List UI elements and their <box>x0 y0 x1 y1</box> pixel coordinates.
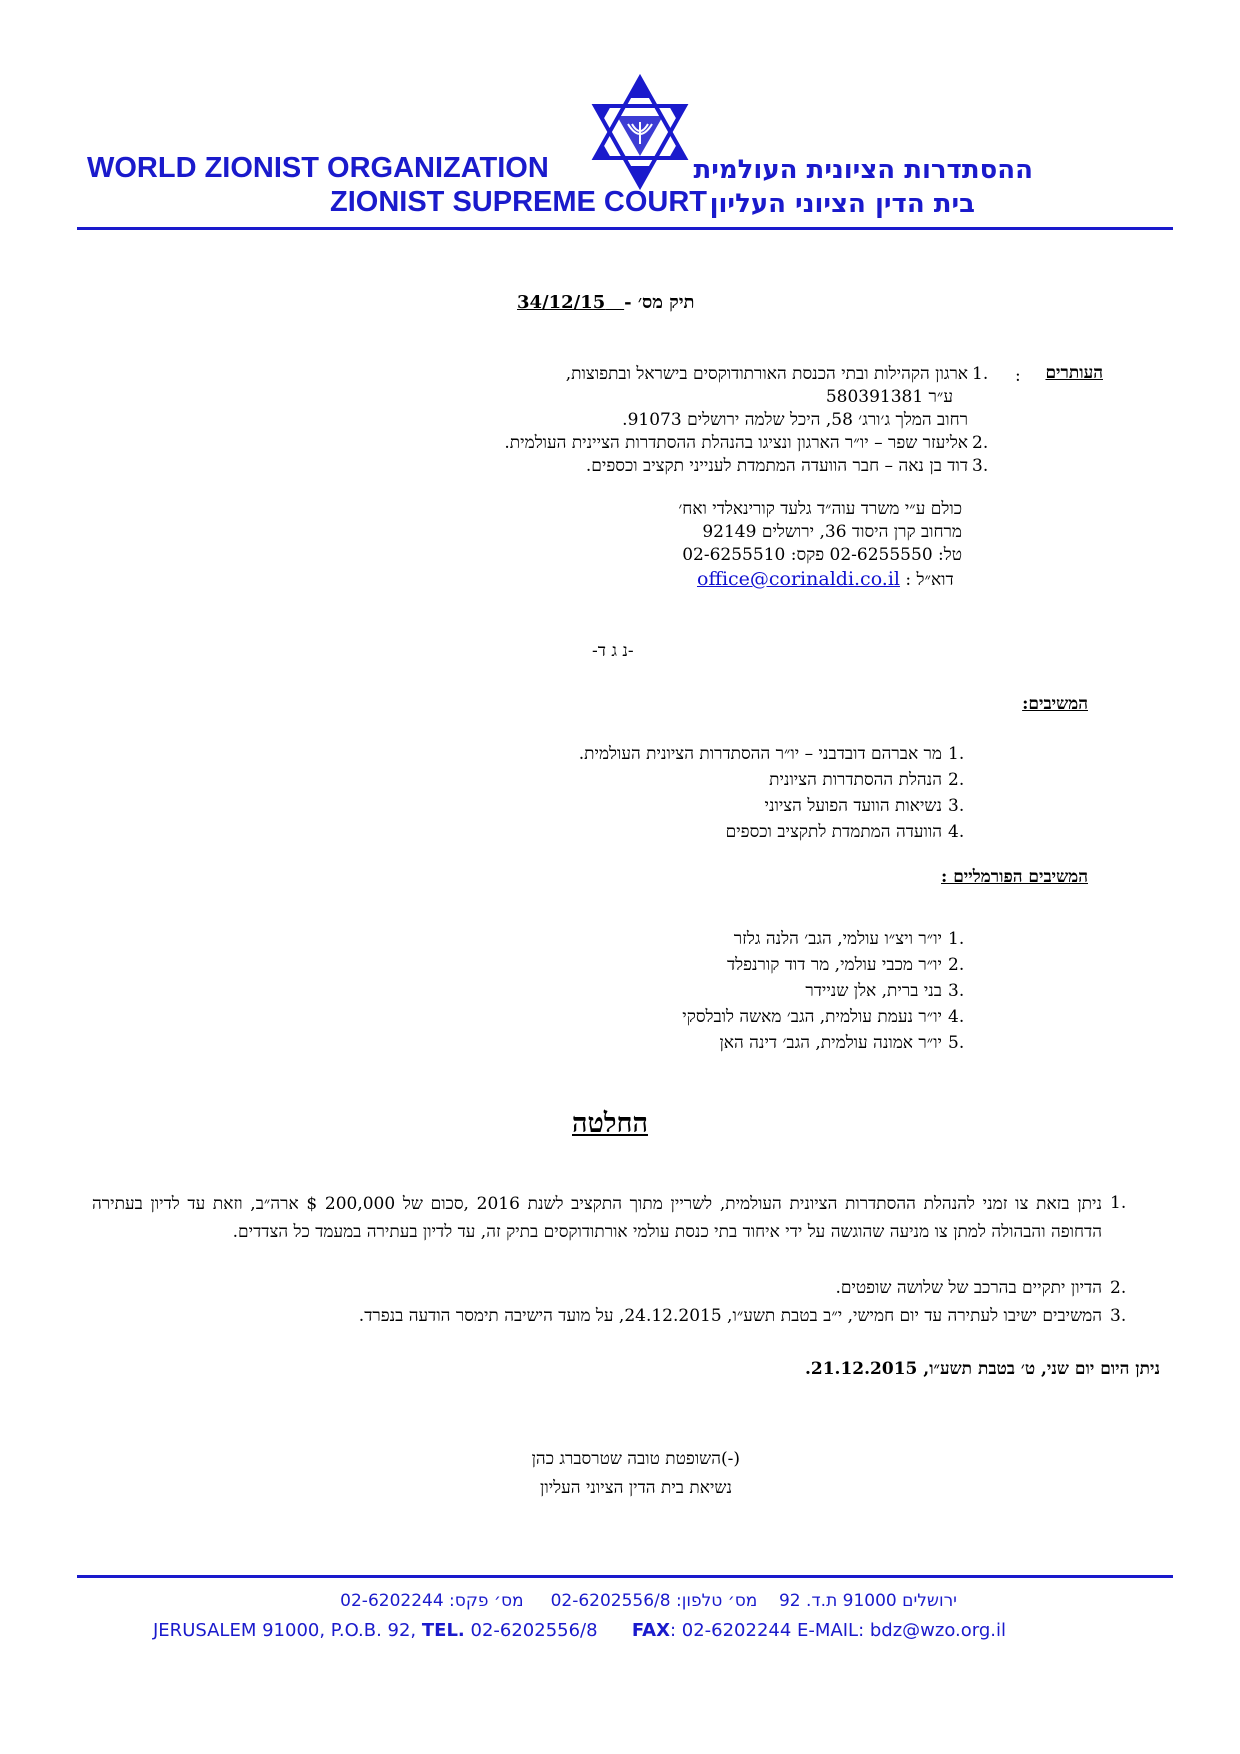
formal-respondent-1-text: יו״ר ויצ״ו עולמי, הגב׳ הלנה גלזר <box>733 929 942 949</box>
formal-respondent-4-text: יו״ר נעמת עולמית, הגב׳ מאשה לובלסקי <box>682 1007 942 1027</box>
logo-emblem <box>585 72 695 192</box>
star-of-david-menorah-icon <box>585 72 695 192</box>
footer-en-fax-label: FAX <box>631 1620 670 1641</box>
formal-respondent-1-num: 1. <box>948 929 965 949</box>
court-name-en: ZIONIST SUPREME COURT <box>330 186 708 218</box>
petitioner-1-line-3: רחוב המלך ג׳ורג׳ 58, היכל שלמה ירושלים 91073. <box>622 410 968 430</box>
case-label: תיק מס׳ - <box>624 292 695 313</box>
footer-he: ירושלים 91000 ת.ד. 92 מס׳ טלפון: 02-6202556/8 מס׳ פקס: 02-6202244 <box>340 1591 957 1611</box>
petitioner-3-text: דוד בן נאה – חבר הוועדה המתמדת לענייני תקציב וכספים. <box>585 456 968 476</box>
counsel-email-label: דוא״ל : <box>905 570 954 590</box>
decision-3-text: המשיבים ישיבו לעתירה עד יום חמישי, י״ב בטבת תשע״ו, 24.12.2015, על מועד הישיבה תימסר הודעה בנפרד. <box>358 1306 1102 1326</box>
org-name-en: WORLD ZIONIST ORGANIZATION <box>87 152 549 184</box>
decision-1-num: 1. <box>1110 1193 1127 1213</box>
decision-title: החלטה <box>572 1108 648 1139</box>
counsel-line-1: כולם ע״י משרד עוה״ד גלעד קורינאלדי ואח׳ <box>678 499 962 519</box>
respondent-4-text: הוועדה המתמדת לתקציב וכספים <box>725 822 942 842</box>
case-number-line <box>517 292 695 313</box>
respondent-3-num: 3. <box>948 796 965 816</box>
decision-1-text: ניתן בזאת צו זמני להנהלת ההסתדרות הציונית העולמית, לשריין מתוך התקציב לשנת 2016 ,סכום של 200,000 $ ארה״ב, וזאת עד לדיון בעתירה הדחופה והבהולה למתן צו מניעה שהוגשה על ידי איחוד בתי כנסת עולמי אורתודוקסים בתיק זה, עד לדיון בעתירה במעמד כל הצדדים. <box>92 1194 1103 1242</box>
petitioner-1-line-1: ארגון הקהילות ובתי הכנסת האורתודוקסים בישראל ובתפוצות, <box>565 364 968 384</box>
signature-line-2: נשיאת בית הדין הציוני העליון <box>540 1478 732 1498</box>
respondent-2-text: הנהלת ההסתדרות הציונית <box>769 770 942 790</box>
counsel-line-2: מרחוב קרן היסוד 36, ירושלים 92149 <box>702 522 962 542</box>
petitioners-heading: העותרים <box>1045 363 1103 383</box>
footer-en-tel: 02-6202556/8 <box>464 1620 598 1641</box>
formal-respondent-4-num: 4. <box>948 1007 965 1027</box>
formal-respondent-5-text: יו״ר אמונה עולמית, הגב׳ דינה האן <box>719 1033 942 1053</box>
counsel-email-link[interactable]: office@corinaldi.co.il <box>697 568 900 590</box>
decision-2-num: 2. <box>1110 1278 1127 1298</box>
counsel-line-3: טל: 02-6255550 פקס: 02-6255510 <box>682 545 962 565</box>
respondent-2-num: 2. <box>948 770 965 790</box>
footer-rule <box>77 1575 1173 1578</box>
petitioner-2-text: אליעזר שפר – יו״ר הארגון ונציגו בהנהלת ההסתדרות הציינית העולמית. <box>504 433 968 453</box>
respondent-3-text: נשיאות הוועד הפועל הציוני <box>764 796 942 816</box>
court-name-he: בית הדין הציוני העליון <box>709 189 975 219</box>
decision-given-date: ניתן היום יום שני, ט׳ בטבת תשע״ו, 21.12.2015. <box>804 1359 1160 1379</box>
formal-respondents-heading: המשיבים הפורמליים : <box>941 867 1088 887</box>
signature-line-1: (-)השופטת טובה שטרסברג כהן <box>531 1449 740 1469</box>
footer-en-tel-label: TEL. <box>421 1620 465 1641</box>
header-rule <box>77 227 1173 230</box>
formal-respondent-3-num: 3. <box>948 981 965 1001</box>
petitioner-2-num: 2. <box>972 433 989 453</box>
decision-3-num: 3. <box>1110 1306 1127 1326</box>
formal-respondent-2-num: 2. <box>948 955 965 975</box>
footer-en <box>153 1620 1006 1641</box>
counsel-email-line <box>697 566 954 594</box>
case-number: 34/12/15 <box>517 292 606 313</box>
versus-label: -נ ג ד- <box>592 641 634 661</box>
footer-en-fax-email: : 02-6202244 E-MAIL: bdz@wzo.org.il <box>669 1620 1007 1641</box>
footer-en-address: JERUSALEM 91000, P.O.B. 92, <box>153 1620 422 1641</box>
respondents-heading: המשיבים: <box>1022 694 1088 714</box>
formal-respondent-3-text: בני ברית, אלן שניידר <box>805 981 942 1001</box>
petitioners-colon: : <box>1015 366 1021 386</box>
org-name-he: ההסתדרות הציונית העולמית <box>693 155 1033 185</box>
respondent-4-num: 4. <box>948 822 965 842</box>
respondent-1-num: 1. <box>948 744 965 764</box>
decision-2-text: הדיון יתקיים בהרכב של שלושה שופטים. <box>835 1278 1102 1298</box>
petitioner-1-line-2: ע״ר 580391381 <box>825 387 953 407</box>
respondent-1-text: מר אברהם דובדבני – יו״ר ההסתדרות הציונית העולמית. <box>578 744 942 764</box>
petitioner-1-num: 1. <box>972 364 989 384</box>
petitioner-3-num: 3. <box>972 456 989 476</box>
formal-respondent-5-num: 5. <box>948 1033 965 1053</box>
formal-respondent-2-text: יו״ר מכבי עולמי, מר דוד קורנפלד <box>726 955 942 975</box>
